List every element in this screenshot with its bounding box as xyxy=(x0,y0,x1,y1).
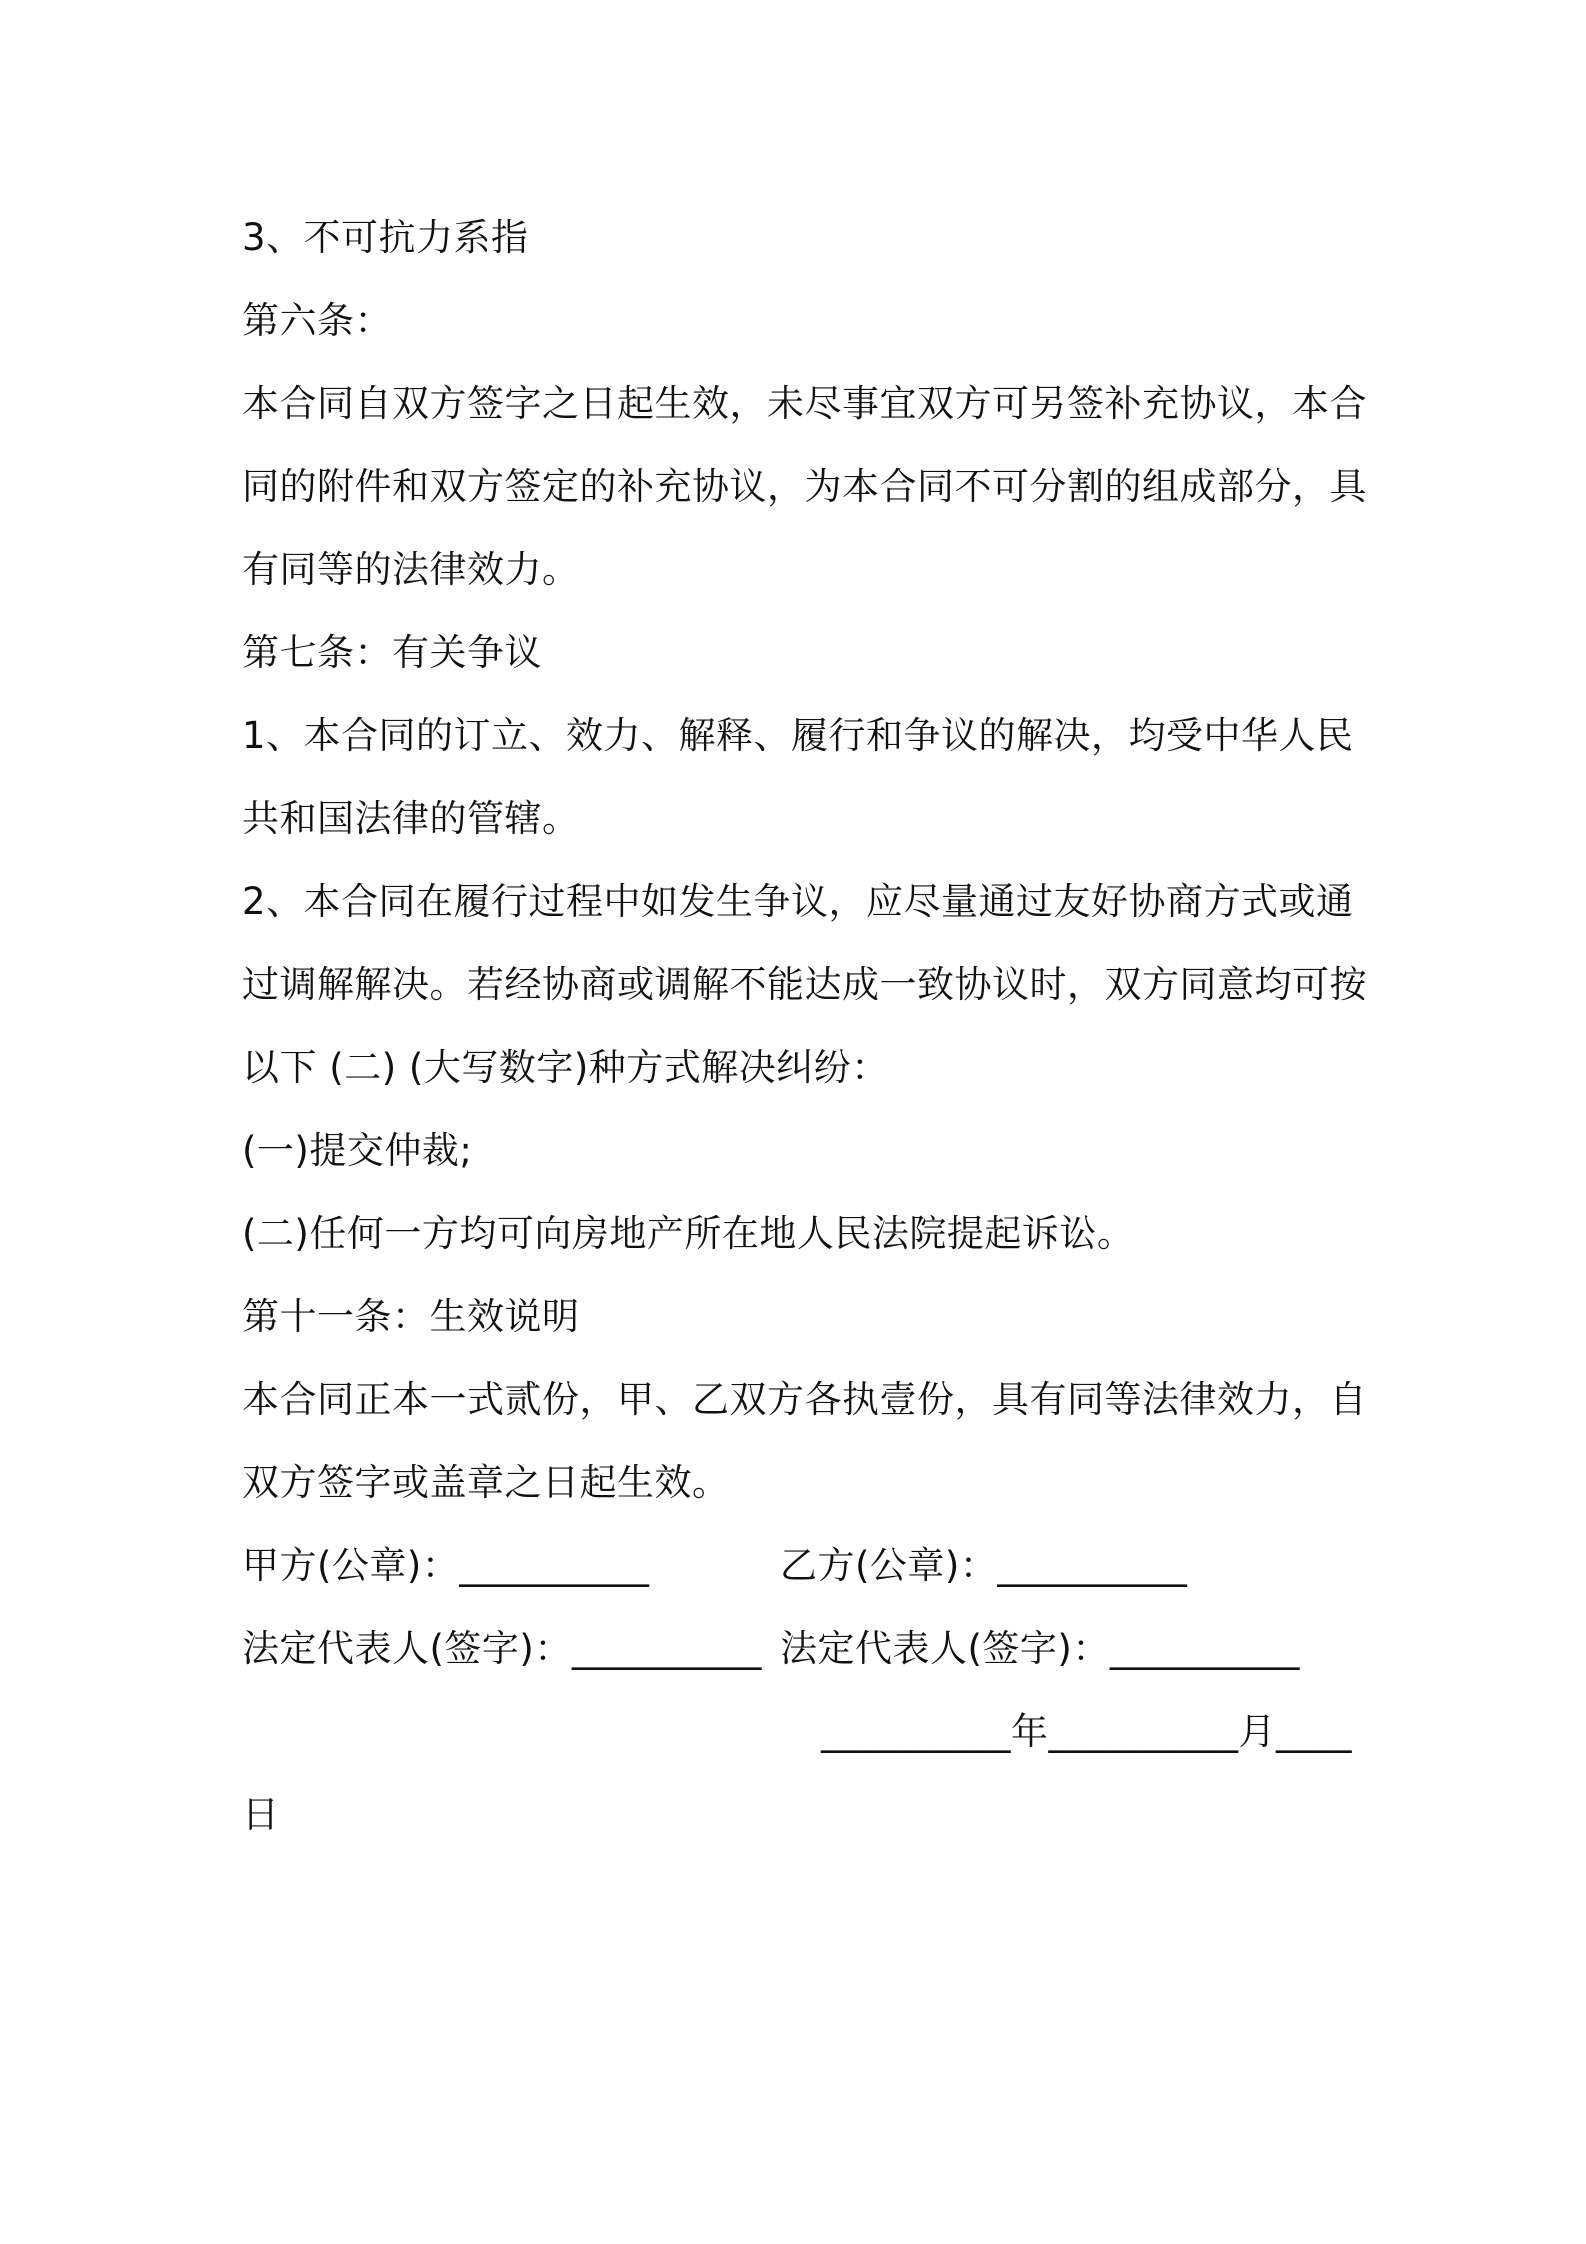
article-6-text-line-1: 本合同自双方签字之日起生效，未尽事宜双方可另签补充协议，本合 xyxy=(242,382,1367,425)
signing-date-line: __________年__________月____ xyxy=(821,1710,1352,1753)
party-a-representative-field: 法定代表人(签字)：__________ xyxy=(242,1627,762,1670)
signing-date-day: 日 xyxy=(242,1793,280,1836)
document-body xyxy=(242,196,1367,1856)
party-a-seal-field: 甲方(公章)：__________ xyxy=(242,1544,650,1587)
article-7-item-2-line-1: 2、本合同在履行过程中如发生争议，应尽量通过友好协商方式或通 xyxy=(242,880,1354,923)
article-6-text-line-3: 有同等的法律效力。 xyxy=(242,548,580,591)
article-6-heading: 第六条： xyxy=(242,299,392,342)
seal-row xyxy=(242,1524,1352,1607)
article-7-item-1-line-2: 共和国法律的管辖。 xyxy=(242,797,580,840)
dispute-option-1: (一)提交仲裁; xyxy=(242,1129,473,1172)
article-11-text-line-2: 双方签字或盖章之日起生效。 xyxy=(242,1461,730,1504)
clause-3-force-majeure: 3、不可抗力系指 xyxy=(242,216,529,259)
representative-row xyxy=(242,1607,1352,1690)
article-11-text-line-1: 本合同正本一式贰份，甲、乙双方各执壹份，具有同等法律效力，自 xyxy=(242,1378,1367,1421)
dispute-option-2: (二)任何一方均可向房地产所在地人民法院提起诉讼。 xyxy=(242,1212,1135,1255)
article-7-item-2-line-2: 过调解解决。若经协商或调解不能达成一致协议时，双方同意均可按 xyxy=(242,963,1367,1006)
article-7-item-2-line-3: 以下 (二) (大写数字)种方式解决纠纷： xyxy=(242,1046,889,1089)
article-11-heading: 第十一条：生效说明 xyxy=(242,1295,580,1338)
party-b-representative-field: 法定代表人(签字)：__________ xyxy=(780,1627,1300,1670)
article-7-heading: 第七条：有关争议 xyxy=(242,631,542,674)
article-6-text-line-2: 同的附件和双方签定的补充协议，为本合同不可分割的组成部分，具 xyxy=(242,465,1367,508)
article-7-item-1-line-1: 1、本合同的订立、效力、解释、履行和争议的解决，均受中华人民 xyxy=(242,714,1354,757)
party-b-seal-field: 乙方(公章)：__________ xyxy=(780,1544,1188,1587)
